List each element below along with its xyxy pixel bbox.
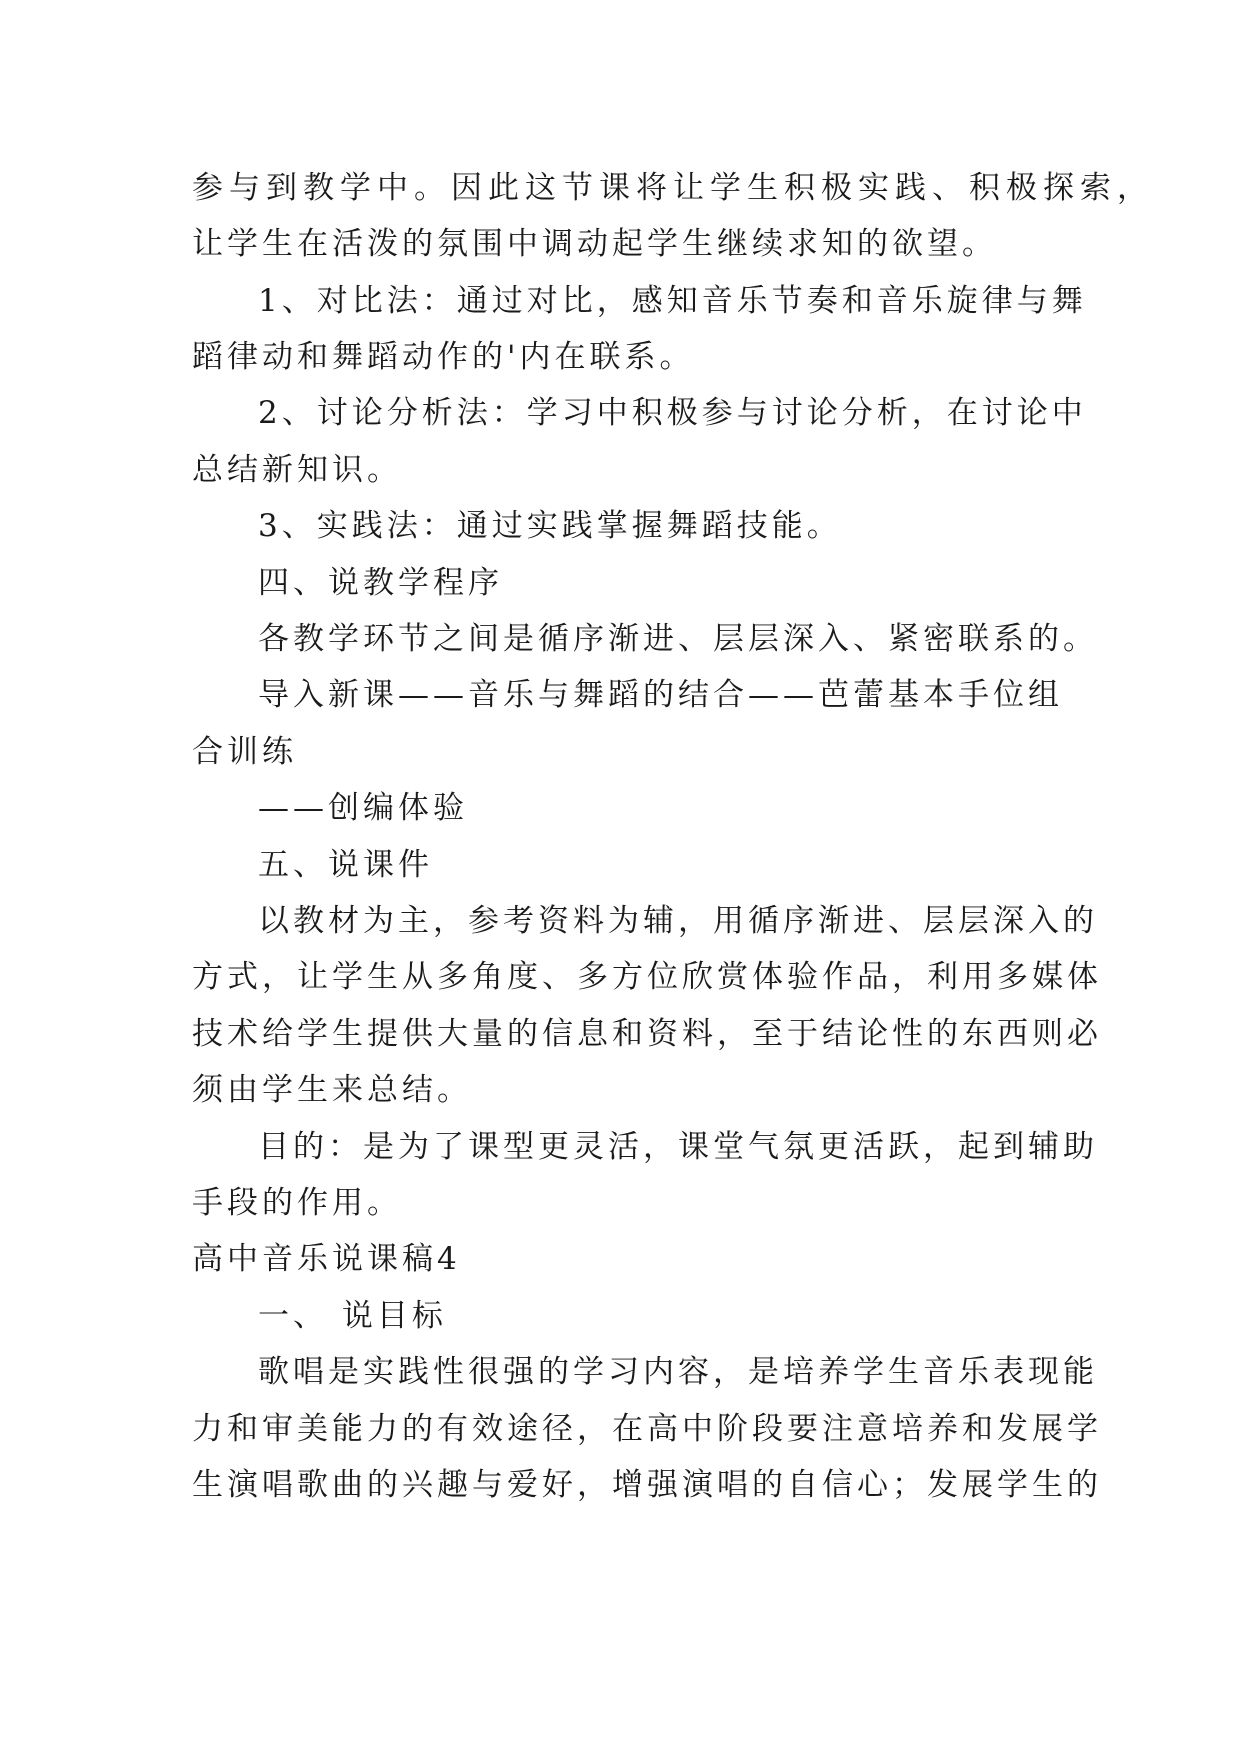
section-heading: 五、说课件 xyxy=(258,847,433,883)
document-title: 高中音乐说课稿4 xyxy=(192,1241,461,1277)
paragraph-line: 1、对比法：通过对比，感知音乐节奏和音乐旋律与舞 xyxy=(258,283,1087,319)
paragraph-line: 参与到教学中。因此这节课将让学生积极实践、积极探索， xyxy=(192,170,1154,206)
paragraph-line: 须由学生来总结。 xyxy=(192,1072,472,1108)
paragraph-line: 让学生在活泼的氛围中调动起学生继续求知的欲望。 xyxy=(192,226,997,262)
paragraph-line: 各教学环节之间是循序渐进、层层深入、紧密联系的。 xyxy=(258,621,1098,657)
paragraph-line: ——创编体验 xyxy=(258,790,468,826)
paragraph-line: 手段的作用。 xyxy=(192,1185,402,1221)
paragraph-line: 方式，让学生从多角度、多方位欣赏体验作品，利用多媒体 xyxy=(192,959,1102,995)
paragraph-line: 生演唱歌曲的兴趣与爱好，增强演唱的自信心；发展学生的 xyxy=(192,1467,1102,1503)
paragraph-line: 蹈律动和舞蹈动作的'内在联系。 xyxy=(192,339,695,375)
paragraph-line: 歌唱是实践性很强的学习内容，是培养学生音乐表现能 xyxy=(258,1354,1098,1390)
paragraph-line: 合训练 xyxy=(192,734,297,770)
paragraph-line: 力和审美能力的有效途径，在高中阶段要注意培养和发展学 xyxy=(192,1411,1102,1447)
paragraph-line: 技术给学生提供大量的信息和资料，至于结论性的东西则必 xyxy=(192,1016,1102,1052)
paragraph-line: 总结新知识。 xyxy=(192,452,402,488)
paragraph-line: 3、实践法：通过实践掌握舞蹈技能。 xyxy=(258,508,842,544)
paragraph-line: 导入新课——音乐与舞蹈的结合——芭蕾基本手位组 xyxy=(258,677,1063,713)
paragraph-line: 以教材为主，参考资料为辅，用循序渐进、层层深入的 xyxy=(258,903,1098,939)
section-heading: 四、说教学程序 xyxy=(258,565,503,601)
paragraph-line: 2、讨论分析法：学习中积极参与讨论分析，在讨论中 xyxy=(258,395,1087,431)
paragraph-line: 目的：是为了课型更灵活，课堂气氛更活跃，起到辅助 xyxy=(258,1129,1098,1165)
section-heading: 一、 说目标 xyxy=(258,1298,447,1334)
